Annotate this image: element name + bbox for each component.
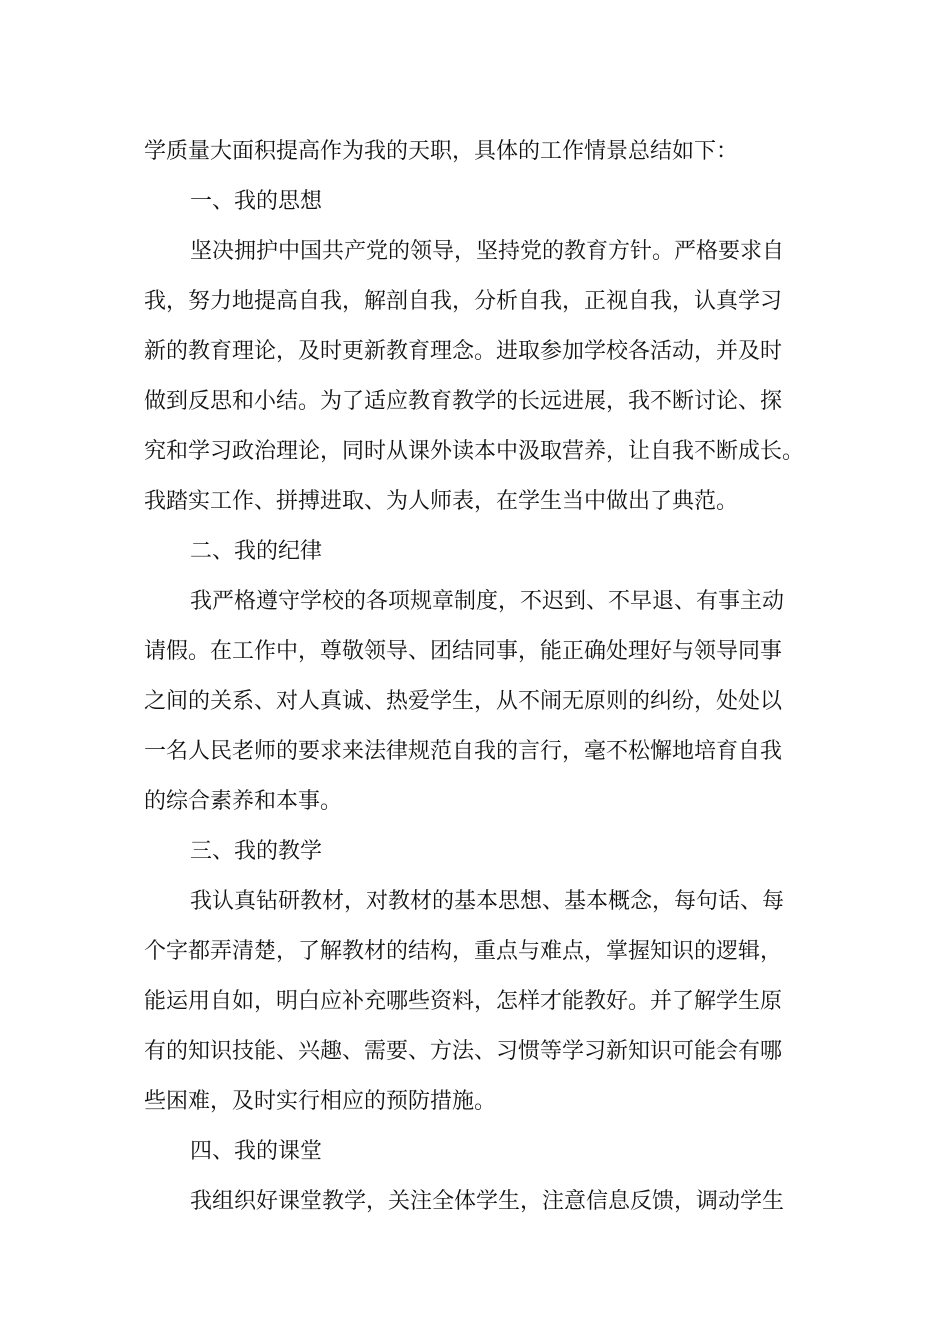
paragraph-line: 有的知识技能、兴趣、需要、方法、习惯等学习新知识可能会有哪 [144,1039,783,1064]
paragraph-line: 我严格遵守学校的各项规章制度，不迟到、不早退、有事主动 [190,589,785,614]
paragraph-line: 新的教育理论，及时更新教育理念。进取参加学校各活动，并及时 [144,339,783,364]
paragraph-line: 之间的关系、对人真诚、热爱学生，从不闹无原则的纠纷，处处以 [144,689,783,714]
paragraph-line: 学质量大面积提高作为我的天职，具体的工作情景总结如下： [144,139,739,164]
paragraph-line: 坚决拥护中国共产党的领导，坚持党的教育方针。严格要求自 [190,239,785,264]
paragraph-line: 个字都弄清楚，了解教材的结构，重点与难点，掌握知识的逻辑， [144,939,783,964]
document-body [144,127,824,1227]
paragraph-line: 请假。在工作中，尊敬领导、团结同事，能正确处理好与领导同事 [144,639,783,664]
paragraph-line: 究和学习政治理论，同时从课外读本中汲取营养，让自我不断成长。 [144,439,805,464]
paragraph-line: 一名人民老师的要求来法律规范自我的言行，毫不松懈地培育自我 [144,739,783,764]
section-heading-thought: 一、我的思想 [190,189,323,214]
paragraph-line: 我，努力地提高自我，解剖自我，分析自我，正视自我，认真学习 [144,289,783,314]
section-heading-teaching: 三、我的教学 [190,839,323,864]
section-heading-classroom: 四、我的课堂 [190,1139,323,1164]
section-heading-discipline: 二、我的纪律 [190,539,323,564]
paragraph-line: 我踏实工作、拼搏进取、为人师表，在学生当中做出了典范。 [144,489,739,514]
paragraph-line: 我认真钻研教材，对教材的基本思想、基本概念，每句话、每 [190,889,785,914]
paragraph-line: 做到反思和小结。为了适应教育教学的长远进展，我不断讨论、探 [144,389,783,414]
paragraph-line: 的综合素养和本事。 [144,789,343,814]
paragraph-line: 能运用自如，明白应补充哪些资料，怎样才能教好。并了解学生原 [144,989,783,1014]
paragraph-line: 些困难，及时实行相应的预防措施。 [144,1089,497,1114]
paragraph-line: 我组织好课堂教学，关注全体学生，注意信息反馈，调动学生 [190,1189,785,1214]
